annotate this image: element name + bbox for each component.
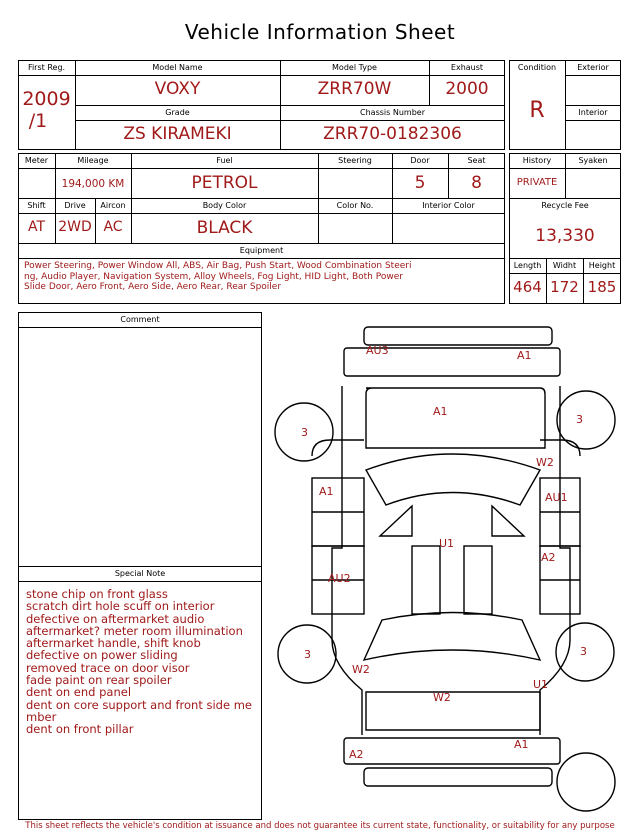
damage-mark: AU2 [328, 572, 351, 585]
car-damage-diagram [268, 318, 634, 818]
seat-value: 8 [471, 173, 482, 193]
windshield [364, 613, 540, 661]
mileage-label: Mileage [77, 156, 109, 165]
front-bumper-lip [364, 768, 552, 786]
condition-label: Condition [517, 63, 557, 72]
damage-mark: A2 [349, 748, 364, 761]
exhaust-value: 2000 [445, 79, 489, 99]
special-note-item: aftermarket? meter room illumination [26, 623, 243, 638]
equipment-line: ng, Audio Player, Navigation System, Alloy Wheels, Fog Light, HID Light, Both Power [24, 271, 403, 282]
equipment-line: Power Steering, Power Window All, ABS, Air Bag, Push Start, Wood Combination Steeri [24, 261, 412, 271]
chassis-number-value: ZRR70-0182306 [323, 124, 462, 144]
length-value: 464 [513, 278, 542, 296]
damage-mark: W2 [352, 663, 370, 676]
right-window [464, 546, 492, 614]
damage-mark: A1 [319, 485, 334, 498]
model-name-label: Model Name [152, 63, 203, 72]
damage-mark: AU3 [366, 344, 389, 357]
first-reg-label: First Reg. [27, 63, 66, 72]
roof-outline [366, 388, 545, 448]
damage-mark: A2 [541, 551, 556, 564]
special-note-list [26, 588, 258, 736]
damage-mark: 3 [580, 645, 587, 658]
seat-label: Seat [467, 156, 486, 165]
model-type-label: Model Type [332, 63, 377, 72]
sheet-title: Vehicle Information Sheet [184, 20, 456, 44]
damage-mark: AU1 [545, 491, 568, 504]
special-note-item: mber [26, 709, 57, 724]
steering-label: Steering [338, 156, 372, 165]
syaken-label: Syaken [578, 156, 608, 165]
hood-outline [366, 692, 540, 730]
equipment-label: Equipment [239, 246, 284, 255]
disclaimer-footer: This sheet reflects the vehicle's condition at issuance and does not guarantee its current state, functionality, or suitability for any purpose [25, 821, 615, 831]
exhaust-label: Exhaust [450, 63, 484, 72]
chassis-number-label: Chassis Number [360, 108, 425, 117]
grade-value: ZS KIRAMEKI [123, 124, 232, 144]
door-label: Door [410, 156, 430, 165]
comment-label: Comment [120, 315, 160, 324]
width-label: Widht [552, 261, 577, 270]
damage-mark: 3 [576, 413, 583, 426]
special-note-item: defective on aftermarket audio [26, 611, 205, 626]
damage-mark: 3 [301, 426, 308, 439]
shift-label: Shift [27, 201, 46, 210]
history-value: PRIVATE [516, 177, 558, 188]
fuel-label: Fuel [216, 156, 233, 165]
damage-mark: U1 [533, 678, 549, 691]
rear-bumper [364, 327, 552, 345]
damage-mark: A1 [433, 405, 448, 418]
wheel-rear-right [557, 391, 615, 449]
shift-value: AT [27, 219, 46, 235]
special-note-item: fade paint on rear spoiler [26, 673, 172, 688]
special-note-item: aftermarket handle, shift knob [26, 636, 201, 651]
damage-mark: A1 [514, 738, 529, 751]
mileage-value: 194,000 KM [61, 178, 125, 190]
body-color-value: BLACK [196, 218, 253, 238]
interior-color-label: Interior Color [422, 201, 475, 210]
condition-value: R [529, 98, 545, 123]
spare-wheel [557, 753, 615, 811]
damage-mark: A1 [517, 349, 532, 362]
special-note-item: scratch dirt hole scuff on interior [26, 599, 215, 614]
special-note-item: removed trace on door visor [26, 660, 190, 675]
damage-mark: W2 [433, 691, 451, 704]
special-note-item: dent on front pillar [26, 722, 134, 737]
grade-label: Grade [165, 108, 190, 117]
door-value: 5 [414, 173, 426, 193]
width-value: 172 [550, 278, 579, 296]
meter-label: Meter [24, 156, 49, 165]
special-note-item: dent on core support and front side me [26, 697, 252, 712]
model-name-value: VOXY [154, 79, 201, 99]
length-label: Length [513, 261, 542, 270]
equipment-text [24, 261, 502, 293]
exterior-label: Exterior [577, 63, 609, 72]
first-reg-year: 2009 [22, 88, 71, 110]
body-color-label: Body Color [202, 201, 247, 210]
recycle-fee-value: 13,330 [535, 226, 595, 246]
rear-glass [366, 454, 540, 505]
damage-mark: U1 [439, 537, 455, 550]
left-window [412, 546, 440, 614]
interior-label: Interior [578, 108, 608, 117]
special-note-label: Special Note [114, 569, 166, 578]
damage-mark: 3 [304, 648, 311, 661]
recycle-fee-label: Recycle Fee [541, 201, 589, 210]
special-note-item: defective on power sliding [26, 648, 178, 663]
body-left-outline [332, 386, 362, 735]
aircon-value: AC [103, 219, 123, 235]
drive-value: 2WD [58, 219, 92, 235]
first-reg-month: /1 [28, 110, 48, 132]
aircon-label: Aircon [100, 201, 126, 210]
history-label: History [522, 156, 552, 165]
model-type-value: ZRR70W [317, 79, 392, 99]
height-value: 185 [587, 278, 617, 296]
equipment-line: Slide Door, Aero Front, Aero Side, Aero Rear, Rear Spoiler [24, 282, 282, 292]
right-window-rear [492, 506, 524, 536]
color-no-label: Color No. [336, 201, 374, 210]
special-note-item: stone chip on front glass [26, 587, 168, 601]
fuel-value: PETROL [191, 173, 258, 193]
left-window-rear [380, 506, 412, 536]
special-note-item: dent on end panel [26, 685, 132, 700]
height-label: Height [588, 261, 616, 270]
damage-mark: W2 [536, 456, 554, 469]
drive-label: Drive [64, 201, 86, 210]
